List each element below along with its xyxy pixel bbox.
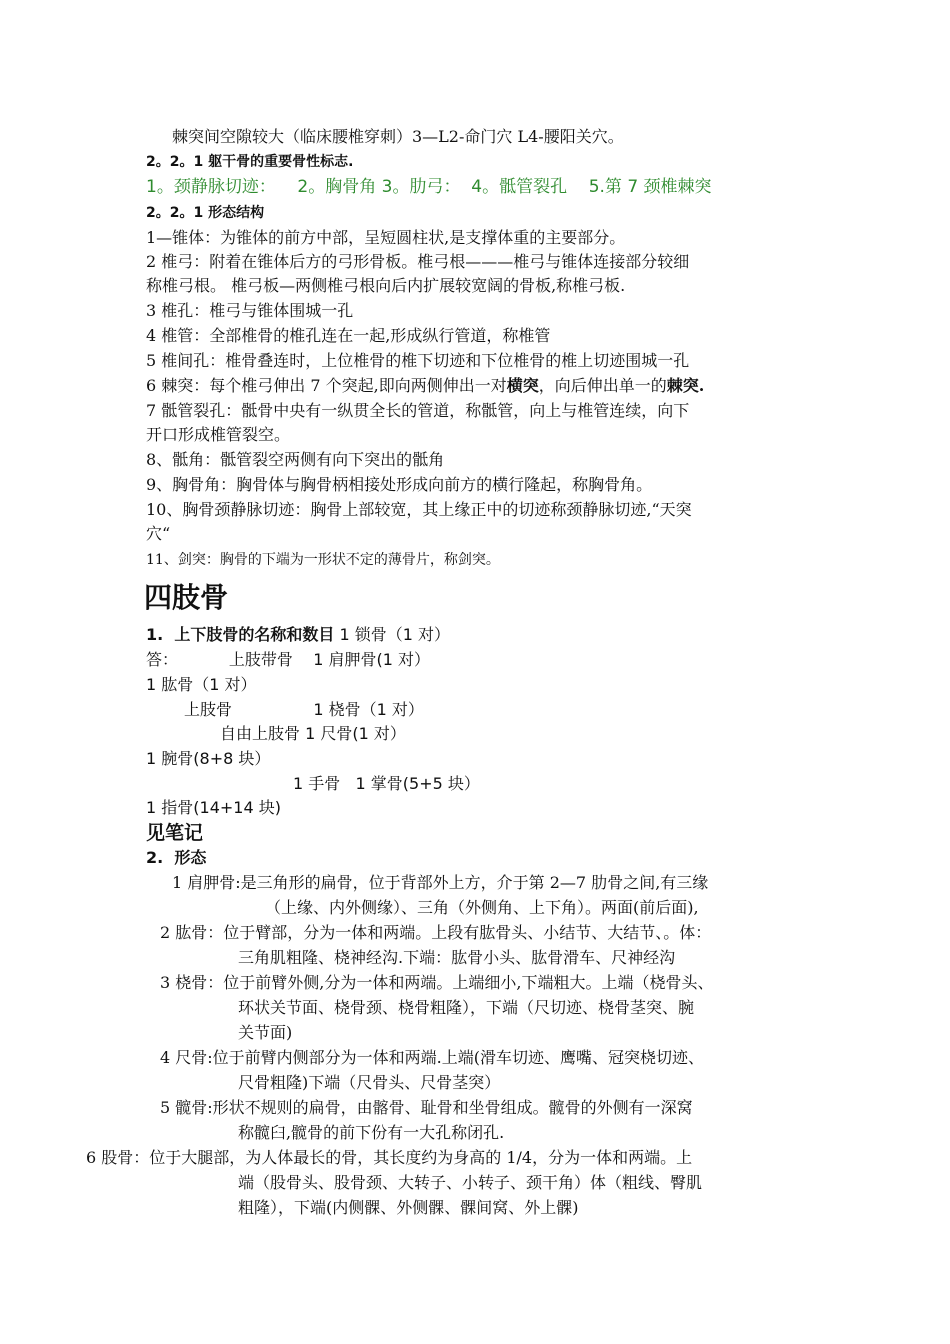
ulna-desc-1: 4 尺骨:位于前臂内侧部分为一体和两端.上端(滑车切迹、鹰嘴、冠突桡切迹、 [160, 1048, 704, 1067]
question-rest: 1 锁骨（1 对） [334, 625, 450, 644]
hand-line: 1 手骨 1 掌骨(5+5 块） [293, 774, 480, 793]
item-sacral-hiatus-1: 7 骶管裂孔：骶骨中央有一纵贯全长的管道，称骶管，向上与椎管连续，向下 [146, 401, 690, 420]
ulna-desc-2: 尺骨粗隆)下端（尺骨头、尺骨茎突） [238, 1073, 501, 1092]
humerus-desc-2: 三角肌粗隆、桡神经沟.下端：肱骨小头、肱骨滑车、尺神经沟 [238, 948, 676, 967]
item-jugular-notch-1: 10、胸骨颈静脉切迹：胸骨上部较宽，其上缘正中的切迹称颈静脉切迹,“天突 [146, 500, 692, 519]
spinous-process-bold: 棘突. [666, 376, 705, 395]
item-jugular-notch-2: 穴“ [146, 524, 171, 543]
upper-limb-line: 上肢骨 1 桡骨（1 对） [184, 700, 424, 719]
radius-desc-1: 3 桡骨：位于前臂外侧,分为一体和两端。上端细小,下端粗大。上端（桡骨头、 [160, 973, 714, 992]
answer-line: 答： 上肢带骨 1 肩胛骨(1 对） [146, 650, 430, 669]
femur-desc-3: 粗隆），下端(内侧髁、外侧髁、髁间窝、外上髁) [238, 1198, 579, 1217]
item-sacral-cornu: 8、骶角：骶管裂空两侧有向下突出的骶角 [146, 450, 445, 469]
intro-line: 棘突间空隙较大（临床腰椎穿刺）3—L2-命门穴 L4-腰阳关穴。 [172, 127, 624, 146]
section-title-limb-bones: 四肢骨 [144, 581, 229, 614]
hip-bone-desc-1: 5 髋骨:形状不规则的扁骨，由髂骨、耻骨和坐骨组成。髋骨的外侧有一深窝 [160, 1098, 693, 1117]
heading-form-structure: 2。2。1 形态结构 [146, 205, 265, 221]
item-vertebral-body: 1—锥体：为锥体的前方中部，呈短圆柱状,是支撑体重的主要部分。 [146, 228, 626, 247]
radius-desc-2: 环状关节面、桡骨颈、桡骨粗隆），下端（尺切迹、桡骨茎突、腕 [238, 998, 695, 1017]
free-upper-limb-line: 自由上肢骨 1 尺骨(1 对） [220, 724, 406, 743]
scapula-line-2: （上缘、内外侧缘）、三角（外侧角、上下角）。两面(前后面), [265, 898, 699, 917]
question-names-numbers [146, 625, 450, 645]
item-vertebral-arch-1: 2 椎弓：附着在锥体后方的弓形骨板。椎弓根———椎弓与锥体连接部分较细 [146, 252, 690, 271]
item-spinous-text-1: 6 棘突：每个椎弓伸出 7 个突起,即向两侧伸出一对 [146, 376, 507, 395]
humerus-line: 1 肱骨（1 对） [146, 675, 257, 694]
scapula-line-1: 1 肩胛骨:是三角形的扁骨，位于背部外上方，介于第 2—7 肋骨之间,有三缘 [172, 873, 709, 892]
item-vertebral-canal: 4 椎管：全部椎骨的椎孔连在一起,形成纵行管道，称椎管 [146, 326, 551, 345]
item-vertebral-foramen: 3 椎孔：椎弓与锥体围城一孔 [146, 301, 354, 320]
item-spinous-text-2: ，向后伸出单一的 [538, 376, 667, 395]
humerus-desc-1: 2 肱骨：位于臂部，分为一体和两端。上段有肱骨头、小结节、大结节、。体： [160, 923, 712, 942]
item-sacral-hiatus-2: 开口形成椎管裂空。 [146, 425, 291, 444]
phalanx-line: 1 指骨(14+14 块) [146, 798, 281, 817]
hip-bone-desc-2: 称髋臼,髋骨的前下份有一大孔称闭孔. [238, 1123, 505, 1142]
carpal-line: 1 腕骨(8+8 块） [146, 749, 271, 768]
question-head: 1. 上下肢骨的名称和数目 [146, 625, 335, 644]
see-notes-label: 见笔记 [146, 822, 204, 844]
heading-bony-markers: 2。2。1 躯干骨的重要骨性标志. [146, 154, 354, 170]
item-vertebral-arch-2: 称椎弓根。 椎弓板—两侧椎弓根向后内扩展较宽阔的骨板,称椎弓板. [146, 276, 626, 295]
transverse-process-bold: 横突 [506, 376, 539, 395]
radius-desc-3: 关节面) [238, 1023, 293, 1042]
bony-markers-list: 1。颈静脉切迹： 2。胸骨角 3。肋弓： 4。骶管裂孔 5.第 7 颈椎棘突 [146, 177, 712, 197]
item-sternal-angle: 9、胸骨角：胸骨体与胸骨柄相接处形成向前方的横行隆起，称胸骨角。 [146, 475, 653, 494]
item-spinous-process [146, 376, 704, 396]
item-intervertebral-foramen: 5 椎间孔：椎骨叠连时，上位椎骨的椎下切迹和下位椎骨的椎上切迹围城一孔 [146, 351, 690, 370]
femur-desc-1: 6 股骨：位于大腿部，为人体最长的骨，其长度约为身高的 1/4，分为一体和两端。上 [86, 1148, 693, 1167]
heading-morphology: 2. 形态 [146, 848, 207, 867]
item-xiphoid-process: 11、剑突：胸骨的下端为一形状不定的薄骨片，称剑突。 [146, 552, 500, 568]
femur-desc-2: 端（股骨头、股骨颈、大转子、小转子、颈干角）体（粗线、臀肌 [238, 1173, 703, 1192]
